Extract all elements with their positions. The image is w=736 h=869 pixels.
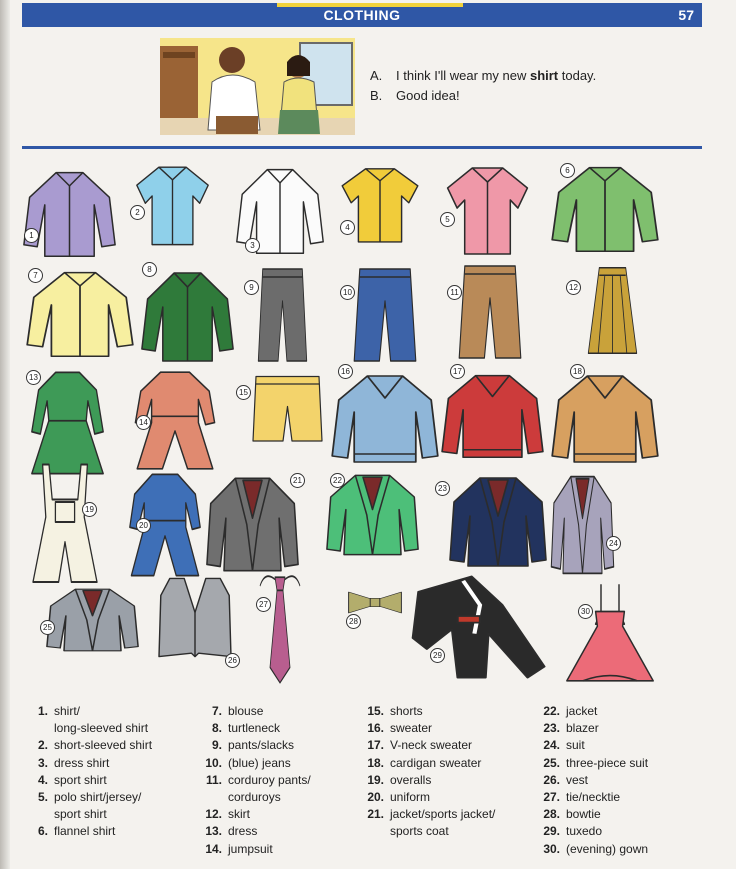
item-number (12, 806, 54, 823)
label-row (524, 823, 648, 840)
clothing-item-12 (585, 262, 640, 357)
item-term: uniform (390, 790, 431, 805)
label-row (186, 755, 311, 772)
item-term: jacket/sports jacket/ (390, 807, 496, 822)
jacket-illustration (448, 472, 548, 572)
item-number-badge: 23 (435, 481, 450, 496)
clothing-item-5 (440, 160, 535, 260)
clothing-item-17 (440, 368, 545, 463)
item-number: 26. (543, 772, 560, 787)
item-term: tie/necktie (566, 790, 621, 805)
item-number: 5. (37, 790, 48, 805)
item-number-badge: 7 (28, 268, 43, 283)
sweater-illustration (440, 368, 545, 463)
label-row (348, 772, 495, 789)
item-number: 17. (367, 738, 384, 753)
pants-illustration (255, 265, 310, 365)
item-number-badge: 2 (130, 205, 145, 220)
item-number: 2. (37, 738, 48, 753)
item-number: 27. (543, 790, 560, 805)
item-term: turtleneck (228, 721, 281, 736)
tuxedo-illustration (410, 572, 550, 682)
item-number-badge: 24 (606, 536, 621, 551)
page-header (22, 3, 702, 27)
shorts-illustration (250, 372, 325, 447)
item-number-badge: 27 (256, 597, 271, 612)
item-term: skirt (228, 807, 250, 822)
item-number: 18. (367, 755, 384, 770)
item-term: sports coat (390, 824, 449, 839)
shirt-long-illustration (22, 165, 117, 260)
item-number: 10. (205, 755, 222, 770)
clothing-item-23 (448, 472, 548, 572)
label-row (12, 772, 152, 789)
item-number: 6. (37, 824, 48, 839)
item-term: (evening) gown (566, 841, 649, 856)
item-number: 21. (367, 807, 384, 822)
label-row (12, 823, 152, 840)
item-term: tuxedo (566, 824, 603, 839)
gown-illustration (565, 580, 655, 685)
item-number-badge: 5 (440, 212, 455, 227)
item-term: shorts (390, 704, 423, 718)
item-number-badge: 19 (82, 502, 97, 517)
pants-illustration (350, 265, 420, 365)
item-number: 7. (211, 704, 222, 718)
label-row (12, 755, 152, 772)
clothing-item-30 (565, 580, 655, 685)
clothing-item-2 (130, 160, 215, 250)
label-row (524, 789, 648, 806)
label-row (348, 720, 495, 737)
dialog-line-a: A. I think I'll wear my new shirt today. (370, 68, 597, 83)
item-number: 24. (543, 738, 560, 753)
book-spine-shadow (0, 0, 10, 869)
page-number: 57 (678, 7, 694, 23)
jacket-illustration (550, 470, 615, 580)
item-number-badge: 10 (340, 285, 355, 300)
label-row (12, 806, 152, 823)
label-row (186, 789, 311, 806)
label-row (186, 703, 311, 720)
item-number-badge: 15 (236, 385, 251, 400)
dialog-box (370, 66, 596, 106)
label-row (186, 737, 311, 754)
item-term: (blue) jeans (228, 755, 291, 770)
item-number-badge: 6 (560, 163, 575, 178)
label-row (186, 720, 311, 737)
item-number: 28. (543, 807, 560, 822)
item-number-badge: 16 (338, 364, 353, 379)
item-number-badge: 30 (578, 604, 593, 619)
sweater-illustration (550, 368, 660, 468)
item-term: polo shirt/jersey/ (54, 790, 142, 805)
item-term: long-sleeved shirt (54, 721, 149, 736)
item-term: corduroy pants/ (228, 772, 311, 787)
item-number-badge: 8 (142, 262, 157, 277)
label-row (348, 789, 495, 806)
item-number-badge: 18 (570, 364, 585, 379)
item-term: dress shirt (54, 755, 110, 770)
item-number-badge: 9 (244, 280, 259, 295)
item-number-badge: 20 (136, 518, 151, 533)
shirt-short-illustration (440, 160, 535, 260)
item-number (186, 789, 228, 806)
item-term: vest (566, 772, 589, 787)
clothing-item-18 (550, 368, 660, 468)
item-term: sweater (390, 721, 433, 736)
item-number: 1. (37, 704, 48, 718)
clothing-item-21 (205, 472, 300, 577)
item-number: 23. (543, 721, 560, 736)
clothing-item-25 (45, 585, 140, 655)
item-term: sport shirt (54, 772, 107, 787)
label-column-1 (12, 703, 152, 841)
item-number: 13. (205, 824, 222, 839)
label-row (348, 823, 495, 840)
shirt-long-illustration (140, 265, 235, 365)
item-number-badge: 17 (450, 364, 465, 379)
label-column-4 (524, 703, 648, 858)
item-number: 9. (211, 738, 222, 753)
clothing-item-9 (255, 265, 310, 365)
item-number: 8. (211, 721, 222, 736)
pants-illustration (455, 262, 525, 362)
jacket-illustration (205, 472, 300, 577)
item-number-badge: 4 (340, 220, 355, 235)
item-number-badge: 11 (447, 285, 462, 300)
label-row (348, 755, 495, 772)
overalls-illustration (25, 462, 105, 587)
sweater-illustration (330, 368, 440, 468)
label-row (524, 720, 648, 737)
item-number: 14. (205, 841, 222, 856)
vest-illustration (150, 575, 240, 660)
item-number (348, 823, 390, 840)
item-number-badge: 29 (430, 648, 445, 663)
item-term: pants/slacks (228, 738, 295, 753)
item-number-badge: 12 (566, 280, 581, 295)
label-row (524, 806, 648, 823)
skirt-illustration (585, 262, 640, 357)
item-number: 22. (543, 704, 560, 718)
label-column-2 (186, 703, 311, 858)
label-row (348, 737, 495, 754)
item-term: flannel shirt (54, 824, 116, 839)
jacket-illustration (45, 585, 140, 655)
clothing-item-19 (25, 462, 105, 587)
item-number: 11. (205, 772, 222, 787)
clothing-item-15 (250, 372, 325, 447)
item-number-badge: 28 (346, 614, 361, 629)
item-number: 16. (367, 721, 384, 736)
label-row (12, 737, 152, 754)
section-divider (22, 146, 702, 149)
item-number: 19. (367, 772, 384, 787)
item-number: 12. (205, 807, 222, 822)
label-row (186, 806, 311, 823)
shirt-short-illustration (130, 160, 215, 250)
item-term: sport shirt (54, 807, 107, 822)
item-term: bowtie (566, 807, 601, 822)
clothing-item-16 (330, 368, 440, 468)
item-number-badge: 13 (26, 370, 41, 385)
label-row (524, 841, 648, 858)
clothing-item-11 (455, 262, 525, 362)
item-number-badge: 1 (24, 228, 39, 243)
item-number-badge: 14 (136, 415, 151, 430)
label-row (186, 823, 311, 840)
item-number: 29. (543, 824, 560, 839)
clothing-item-24 (550, 470, 615, 580)
item-number-badge: 22 (330, 473, 345, 488)
label-column-3 (348, 703, 495, 841)
label-row (12, 789, 152, 806)
dialog-line-b: B. Good idea! (370, 88, 460, 103)
dressing-scene-illustration (160, 38, 355, 135)
item-number (12, 720, 54, 737)
item-term: overalls (390, 772, 432, 787)
item-term: V-neck sweater (390, 738, 473, 753)
clothing-item-29 (410, 572, 550, 682)
label-row (12, 720, 152, 737)
item-term: dress (228, 824, 258, 839)
item-number: 20. (367, 790, 384, 805)
item-term: jacket (566, 704, 598, 718)
item-term: jumpsuit (228, 841, 273, 856)
page-title: CLOTHING (323, 7, 401, 23)
clothing-item-1 (22, 165, 117, 260)
item-number: 3. (37, 755, 48, 770)
item-number-badge: 26 (225, 653, 240, 668)
label-row (348, 703, 495, 720)
label-row (524, 703, 648, 720)
item-number-badge: 3 (245, 238, 260, 253)
item-term: corduroys (228, 790, 281, 805)
item-term: blazer (566, 721, 599, 736)
item-number: 15. (367, 704, 384, 718)
label-row (186, 841, 311, 858)
label-row (348, 806, 495, 823)
item-number: 25. (543, 755, 560, 770)
label-row (524, 755, 648, 772)
item-term: suit (566, 738, 585, 753)
item-term: three-piece suit (566, 755, 649, 770)
clothing-item-10 (350, 265, 420, 365)
label-row (524, 772, 648, 789)
item-number: 30. (543, 841, 560, 856)
label-row (12, 703, 152, 720)
item-term: cardigan sweater (390, 755, 482, 770)
tie-illustration (255, 575, 305, 685)
label-row (524, 737, 648, 754)
item-number-badge: 25 (40, 620, 55, 635)
item-term: short-sleeved shirt (54, 738, 153, 753)
item-term: shirt/ (54, 704, 81, 718)
item-number: 4. (37, 772, 48, 787)
label-row (186, 772, 311, 789)
clothing-item-27 (255, 575, 305, 685)
clothing-item-8 (140, 265, 235, 365)
clothing-item-26 (150, 575, 240, 660)
item-number-badge: 21 (290, 473, 305, 488)
item-term: blouse (228, 704, 264, 718)
